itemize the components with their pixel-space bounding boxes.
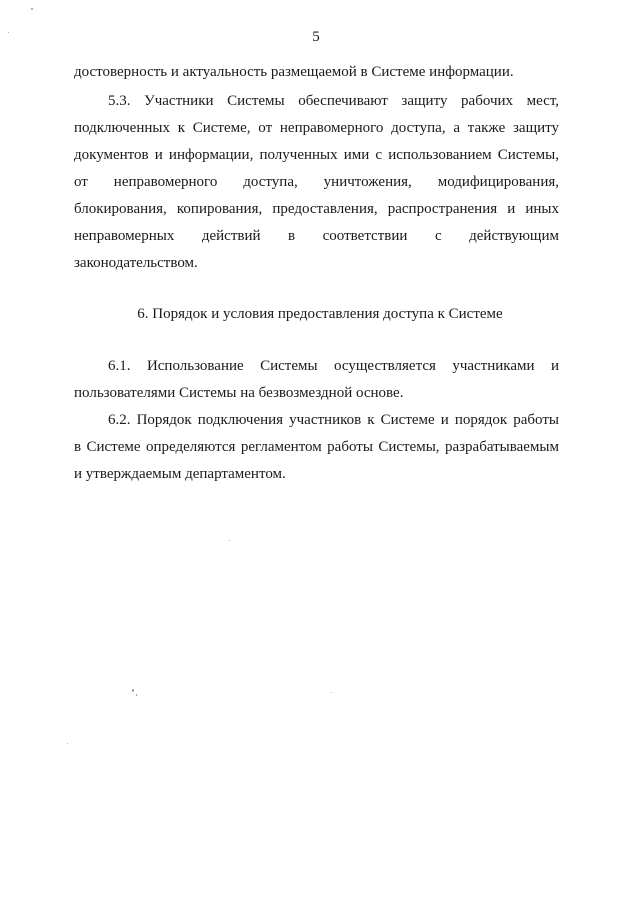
text-line: от неправомерного доступа, уничтожения, модифицирования, (74, 174, 559, 190)
scan-speck (67, 743, 68, 744)
text-line: неправомерных действий в соответствии с действующим (74, 228, 559, 244)
section-heading: 6. Порядок и условия предоставления доступа к Системе (137, 306, 503, 322)
text-line: документов и информации, полученных ими с использованием Системы, (74, 147, 559, 163)
text-line: 5.3. Участники Системы обеспечивают защиту рабочих мест, (108, 93, 559, 109)
text-line: и утверждаемым департаментом. (74, 466, 286, 482)
scan-speck (8, 32, 9, 33)
scan-speck (331, 692, 332, 693)
scan-speck (31, 8, 33, 10)
text-line: пользователями Системы на безвозмездной основе. (74, 385, 404, 401)
text-line: законодательством. (74, 255, 198, 271)
text-line: в Системе определяются регламентом работы Системы, разрабатываемым (74, 439, 559, 455)
text-line: достоверность и актуальность размещаемой в Системе информации. (74, 64, 514, 80)
text-line: 6.2. Порядок подключения участников к Системе и порядок работы (108, 412, 559, 428)
text-line: блокирования, копирования, предоставления, распространения и иных (74, 201, 559, 217)
text-line: подключенных к Системе, от неправомерного доступа, а также защиту (74, 120, 559, 136)
text-line: 6.1. Использование Системы осуществляется участниками и (108, 358, 559, 374)
scan-speck (229, 540, 230, 541)
scan-speck (136, 694, 137, 696)
page-number: 5 (312, 29, 320, 45)
scan-speck (132, 689, 134, 692)
